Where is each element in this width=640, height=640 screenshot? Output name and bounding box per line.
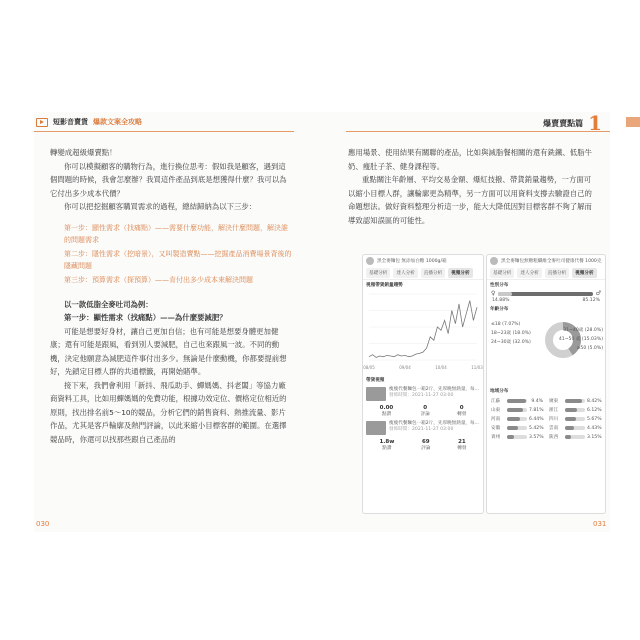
- region-bar: [565, 417, 585, 421]
- x-tick-label: 11/03: [471, 365, 483, 370]
- x-tick-label: 10/04: [435, 365, 447, 370]
- stat: 0 轉發: [457, 405, 467, 417]
- region-bar-fill: [565, 408, 577, 412]
- step-item: 第二步：隱性需求（挖暗景），又叫製造賣點——挖掘產品消費場景背後的隱藏問題: [64, 249, 292, 270]
- region-name: 廣東: [549, 399, 559, 404]
- page-number-left: 030: [36, 520, 50, 528]
- region-bar: [507, 435, 527, 439]
- region-name: 山東: [491, 408, 501, 413]
- product-header: [363, 255, 483, 267]
- tab-video[interactable]: 視頻分析: [448, 268, 472, 278]
- female-share-fill: [498, 292, 512, 296]
- region-pct: 9.4%: [531, 398, 543, 404]
- example-title: 以一款低脂全麥吐司為例：: [64, 299, 153, 309]
- age-chart-area: [487, 314, 605, 386]
- header-rule-left: [34, 131, 294, 132]
- age-legend-item: 24~30歲 (32.0%): [491, 340, 531, 345]
- paragraph: 應用場景、使用結果有關聯的產品，比如與減脂餐相關的還有銑鐵、低脂牛奶、瘦肚子茶、健身課程等。: [348, 148, 592, 171]
- region-row: [491, 434, 543, 440]
- region-name: 雲南: [549, 426, 559, 431]
- region-row: [491, 425, 543, 431]
- region-bar-fill: [507, 408, 523, 412]
- sales-trend-chart: [363, 290, 481, 372]
- region-pct: 7.81%: [529, 407, 544, 413]
- region-pct: 5.42%: [529, 425, 544, 431]
- age-legend-item: 31~40歲 (28.0%): [563, 328, 603, 333]
- region-bar: [565, 426, 585, 430]
- region-pct: 3.57%: [529, 434, 544, 440]
- stat: 21 轉發: [457, 439, 467, 451]
- paragraph: 你可以把挖掘顧客購買需求的過程，總結歸納為以下三步：: [64, 202, 257, 211]
- analysis-tabs: [487, 267, 605, 280]
- video-item[interactable]: [363, 385, 483, 403]
- chapter-number: 1: [588, 111, 602, 135]
- region-bar: [507, 426, 527, 430]
- analysis-tabs: [363, 267, 483, 280]
- region-name: 浙江: [549, 408, 559, 413]
- product-name: 黑全麥麵包無糖粗纖維全麥吐司健康代餐 1000克: [501, 259, 602, 264]
- product-name: 黑全麥麵包 無添加白糖 1000g/箱: [377, 259, 447, 264]
- step-heading: 第一步：顯性需求（找痛點）——為什麼要減肥？: [64, 313, 227, 322]
- region-name: 四川: [549, 417, 559, 422]
- stat: 0 評論: [420, 405, 430, 417]
- running-header-left: [36, 117, 142, 127]
- region-bar: [565, 399, 585, 403]
- tab-live[interactable]: 直播分析: [421, 268, 445, 278]
- chapter-title: 爆賣賣點篇: [543, 118, 584, 128]
- region-pct: 5.67%: [587, 416, 602, 422]
- video-date: 發佈時間：2021-11-27 03:00: [389, 427, 454, 432]
- region-bar: [565, 408, 585, 412]
- product-thumbnail: [490, 257, 498, 265]
- region-name: 安徽: [491, 426, 501, 431]
- video-thumbnail: [366, 421, 386, 435]
- section-title: 帶貨視頻: [366, 378, 385, 383]
- age-legend-item: ≥50 (5.0%): [576, 346, 603, 351]
- region-row: [549, 407, 601, 413]
- left-page-text: [50, 146, 292, 446]
- book-title: 短影音賣貨: [53, 118, 88, 126]
- gender-bar: [498, 292, 592, 296]
- tab-live[interactable]: 直播分析: [545, 268, 569, 278]
- age-label: 年齡分布: [490, 307, 509, 312]
- video-stats: [363, 403, 483, 419]
- page-number-right: 031: [593, 520, 607, 528]
- tab-basic[interactable]: 基礎分析: [366, 268, 390, 278]
- book-subtitle: 爆款文案全攻略: [93, 118, 142, 126]
- region-bar: [507, 417, 527, 421]
- stat: 0.00 點讚: [379, 405, 394, 417]
- paragraph: 轉變成超級爆賣點！: [50, 148, 117, 157]
- age-legend-item: 41~50 歲 (15.03%): [558, 337, 603, 342]
- right-page-text: [348, 146, 596, 227]
- step-item: 第三步：預算需求（探預算）——肯付出多少成本來解決問題: [64, 275, 253, 284]
- region-row: [491, 398, 543, 404]
- tab-basic[interactable]: 基礎分析: [490, 268, 514, 278]
- paragraph: 你可以模擬顧客的購物行為，進行換位思考：假如我是顧客，遇到這個問題的時候，我會怎麼辦？我買這件產品到底是想獲得什麼？我可以為它付出多少成本代價？: [50, 161, 287, 198]
- paragraph: 接下來，我們會利用「新抖、飛瓜助手、蟬媽媽、抖老闆」等協力廠商資料工具，比如用蟬媽媽的免費功能，根據功效定位、價格定位相近的原則，找出排名前5～10的競品，分析它們的銷售資料、熱推流量、影片作品，尤其是客戶輪廓及熱門評論，以此來縮小目標客群的範圍。在選擇競品時，你還可以找那些跟自己產品的: [50, 380, 287, 444]
- age-legend-right: [559, 326, 603, 353]
- region-bar-fill: [507, 399, 526, 403]
- video-date: 發佈時間：2021-11-27 03:00: [389, 393, 454, 398]
- needs-steps-block: [64, 222, 292, 286]
- region-name: 陝西: [549, 435, 559, 440]
- region-bar-fill: [565, 417, 576, 421]
- region-row: [491, 407, 543, 413]
- region-bar: [507, 408, 527, 412]
- region-row: [549, 425, 601, 431]
- region-row: [549, 434, 601, 440]
- video-stats: [363, 437, 483, 453]
- product-thumbnail: [366, 257, 374, 265]
- region-pct: 4.43%: [587, 425, 602, 431]
- male-pct: 85.12%: [582, 298, 600, 303]
- x-tick-label: 09/04: [399, 365, 411, 370]
- female-icon: ♀: [491, 290, 496, 297]
- region-row: [549, 398, 601, 404]
- age-legend: [491, 320, 531, 347]
- tab-video[interactable]: 視頻分析: [572, 268, 596, 278]
- female-pct: 14.88%: [492, 298, 510, 303]
- stat: 1.8w 點讚: [379, 439, 395, 451]
- step-item: 第一步：顯性需求（找痛點）——需要什麼功能，解決什麼問題，解決誰的問題需求: [64, 223, 288, 244]
- region-bar-fill: [565, 426, 574, 430]
- video-analysis-screenshot: [362, 254, 484, 514]
- paragraph: 重點關注年齡層、平均交易金額、爆紅技撥、帶貨銷量趨勢，一方面可以縮小目標人群，讓輪廓更為精準，另一方面可以用資料支撐去驗證自己的命題想法。做好資料整理分析這一步，能大大降低因對目標客群不夠了解而導致認知誤區的可能性。: [348, 175, 592, 225]
- running-header-right: [543, 112, 602, 134]
- video-item[interactable]: [363, 419, 483, 437]
- product-header: [487, 255, 605, 267]
- region-row: [549, 416, 601, 422]
- age-legend-item: ≤18 (7.07%): [491, 322, 521, 327]
- region-name: 河南: [491, 417, 501, 422]
- sales-trend-line: [369, 301, 477, 358]
- male-icon: ♂: [595, 290, 601, 297]
- tab-talent[interactable]: 達人分析: [517, 268, 541, 278]
- region-pct: 3.15%: [587, 434, 602, 440]
- video-title: 瘦瘦代餐麵包一箱2斤，先厚晚無熱量，每...: [389, 387, 479, 392]
- x-tick-label: 08/05: [363, 365, 375, 370]
- chart-label: 視頻帶貨銷量趨勢: [366, 283, 403, 288]
- region-row: [491, 416, 543, 422]
- audience-analysis-screenshot: [486, 254, 606, 514]
- region-bar-fill: [565, 435, 571, 439]
- region-bar: [565, 435, 585, 439]
- region-name: 貴州: [491, 435, 501, 440]
- region-bar: [507, 399, 527, 403]
- video-thumbnail: [366, 387, 386, 401]
- region-pct: 8.42%: [587, 398, 602, 404]
- video-title: 瘦瘦代餐麵包一箱2斤，先厚晚無熱量，每...: [389, 421, 479, 426]
- tab-talent[interactable]: 達人分析: [393, 268, 417, 278]
- region-list: [487, 396, 605, 442]
- paragraph: 可能是想要好身材，讓自己更加自信；也有可能是想要身體更加健康；還有可能是跟風，看到別人要減肥，自己也來跟風一波。不同的動機，決定他願意為減肥這件事付出多少。無論是什麼動機，你都要提前想好，先鎖定目標人群的共通標籤，再開始賭準。: [50, 326, 287, 376]
- gender-label: 性別分布: [490, 283, 509, 288]
- age-legend-item: 18~23歲 (18.0%): [491, 331, 531, 336]
- video-play-icon: [36, 118, 48, 127]
- region-pct: 6.44%: [529, 416, 544, 422]
- stat: 69 評論: [421, 439, 431, 451]
- region-bar-fill: [565, 399, 582, 403]
- region-pct: 6.12%: [587, 407, 602, 413]
- region-name: 江蘇: [491, 399, 501, 404]
- chapter-tab-marker: [626, 117, 640, 127]
- region-bar-fill: [507, 435, 514, 439]
- region-bar-fill: [507, 417, 520, 421]
- region-bar-fill: [507, 426, 518, 430]
- region-label: 地域分布: [490, 389, 509, 394]
